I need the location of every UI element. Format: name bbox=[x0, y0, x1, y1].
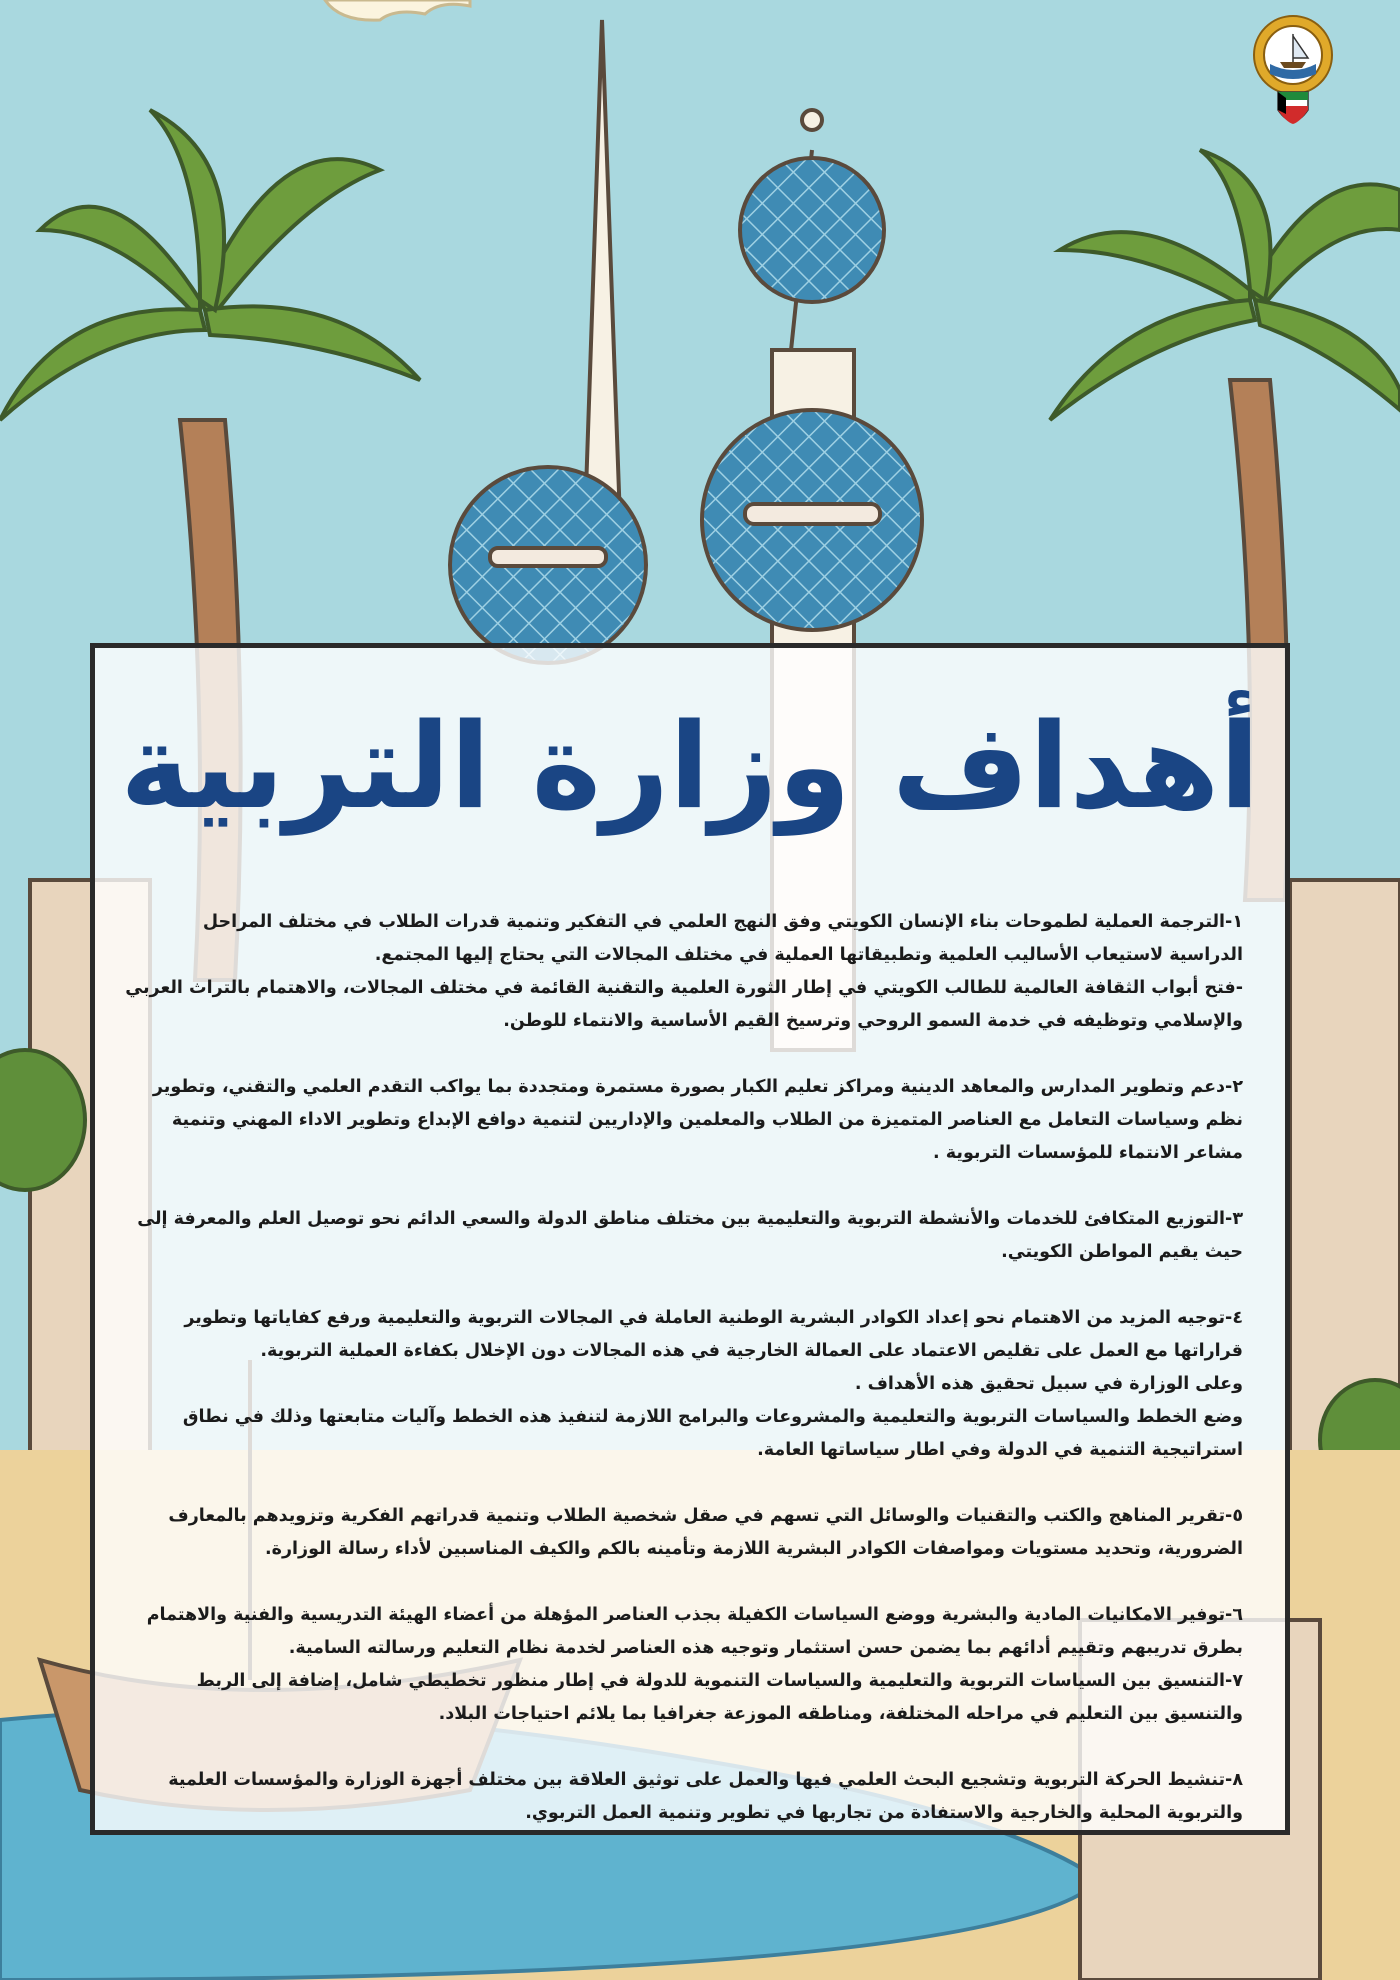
goal-item bbox=[125, 1764, 1243, 1830]
goal-text: ٣-التوزيع المتكافئ للخدمات والأنشطة التربوية والتعليمية بين مختلف مناطق الدولة والسعي الدائم نحو توصيل العلم والمعرفة إلى حيث يقيم المواطن الكويتي. bbox=[137, 1209, 1243, 1262]
goals-list bbox=[125, 906, 1243, 1863]
goal-text: ١-الترجمة العملية لطموحات بناء الإنسان الكويتي وفق النهج العلمي في التفكير وتنمية قدرات الطلاب في مختلف المراحل الدراسية لاستيعاب الأساليب العلمية وتطبيقاتها العملية في مختلف المجالات التي يحتاج إليها المجتمع. bbox=[202, 912, 1243, 965]
goal-item bbox=[125, 1599, 1243, 1731]
goal-text: وضع الخطط والسياسات التربوية والتعليمية والمشروعات والبرامج اللازمة لتنفيذ هذه الخطط وآليات متابعتها وذلك في نطاق استراتيجية التنمية في الدولة وفي اطار سياساتها العامة. bbox=[182, 1407, 1243, 1460]
goals-panel bbox=[90, 643, 1290, 1835]
goal-text: ٦-توفير الامكانيات المادية والبشرية ووضع السياسات الكفيلة بجذب العناصر المؤهلة من أعضاء الهيئة التدريسية والفنية والاهتمام بطرق تدريبهم وتقييم أدائهم بما يضمن حسن استثمار وتوجيه هذه العناصر لخدمة نظام التعليم ورسالته السامية. bbox=[146, 1605, 1243, 1658]
goal-item bbox=[125, 1302, 1243, 1467]
page-title: أهداف وزارة التربية bbox=[120, 697, 1260, 835]
goal-text: -فتح أبواب الثقافة العالمية للطالب الكويتي في إطار الثورة العلمية والتقنية القائمة في مختلف المجالات، والاهتمام بالتراث العربي والإسلامي وتوظيفه في خدمة السمو الروحي وترسيخ القيم الأساسية والانتماء للوطن. bbox=[125, 978, 1243, 1031]
goal-text: ٥-تقرير المناهج والكتب والتقنيات والوسائل التي تسهم في صقل شخصية الطلاب وتنمية قدراتهم الفكرية وتزويدهم بالمعارف الضرورية، وتحديد مستويات ومواصفات الكوادر البشرية اللازمة وتأمينه بالكم والكيف المناسبين لأداء رسالة الوزارة. bbox=[168, 1506, 1243, 1559]
goal-item bbox=[125, 1203, 1243, 1269]
goal-text: ٢-دعم وتطوير المدارس والمعاهد الدينية ومراكز تعليم الكبار بصورة مستمرة ومتجددة بما يواكب التقدم العلمي والتقني، وتطوير نظم وسياسات التعامل مع العناصر المتميزة من الطلاب والمعلمين والإداريين لتنمية دوافع الإبداع وتطوير الاداء المهني وتنمية مشاعر الانتماء للمؤسسات التربوية . bbox=[152, 1077, 1243, 1163]
goal-text: ٨-تنشيط الحركة التربوية وتشجيع البحث العلمي فيها والعمل على توثيق العلاقة بين مختلف أجهزة الوزارة والمؤسسات العلمية والتربوية المحلية والخارجية والاستفادة من تجاربها في تطوير وتنمية العمل التربوي. bbox=[168, 1770, 1243, 1823]
goal-text: ٧-التنسيق بين السياسات التربوية والتعليمية والسياسات التنموية للدولة في إطار منظور تخطيطي شامل، إضافة إلى الربط والتنسيق بين التعليم في مراحله المختلفة، ومناطقه الموزعة جغرافيا بما يلائم احتياجات البلاد. bbox=[196, 1671, 1243, 1724]
goal-text: ٤-توجيه المزيد من الاهتمام نحو إعداد الكوادر البشرية الوطنية العاملة في المجالات التربوية والتعليمية ورفع كفاياتها وتطوير قراراتها مع العمل على تقليص الاعتماد على العمالة الخارجية في هذه المجالات دون الإخلال بكفاءة العملية التربوية. bbox=[184, 1308, 1243, 1361]
goal-item bbox=[125, 906, 1243, 1038]
goal-text: وعلى الوزارة في سبيل تحقيق هذه الأهداف . bbox=[854, 1374, 1243, 1394]
goal-item bbox=[125, 1500, 1243, 1566]
kuwait-emblem-icon bbox=[1252, 14, 1334, 138]
goal-item bbox=[125, 1071, 1243, 1170]
